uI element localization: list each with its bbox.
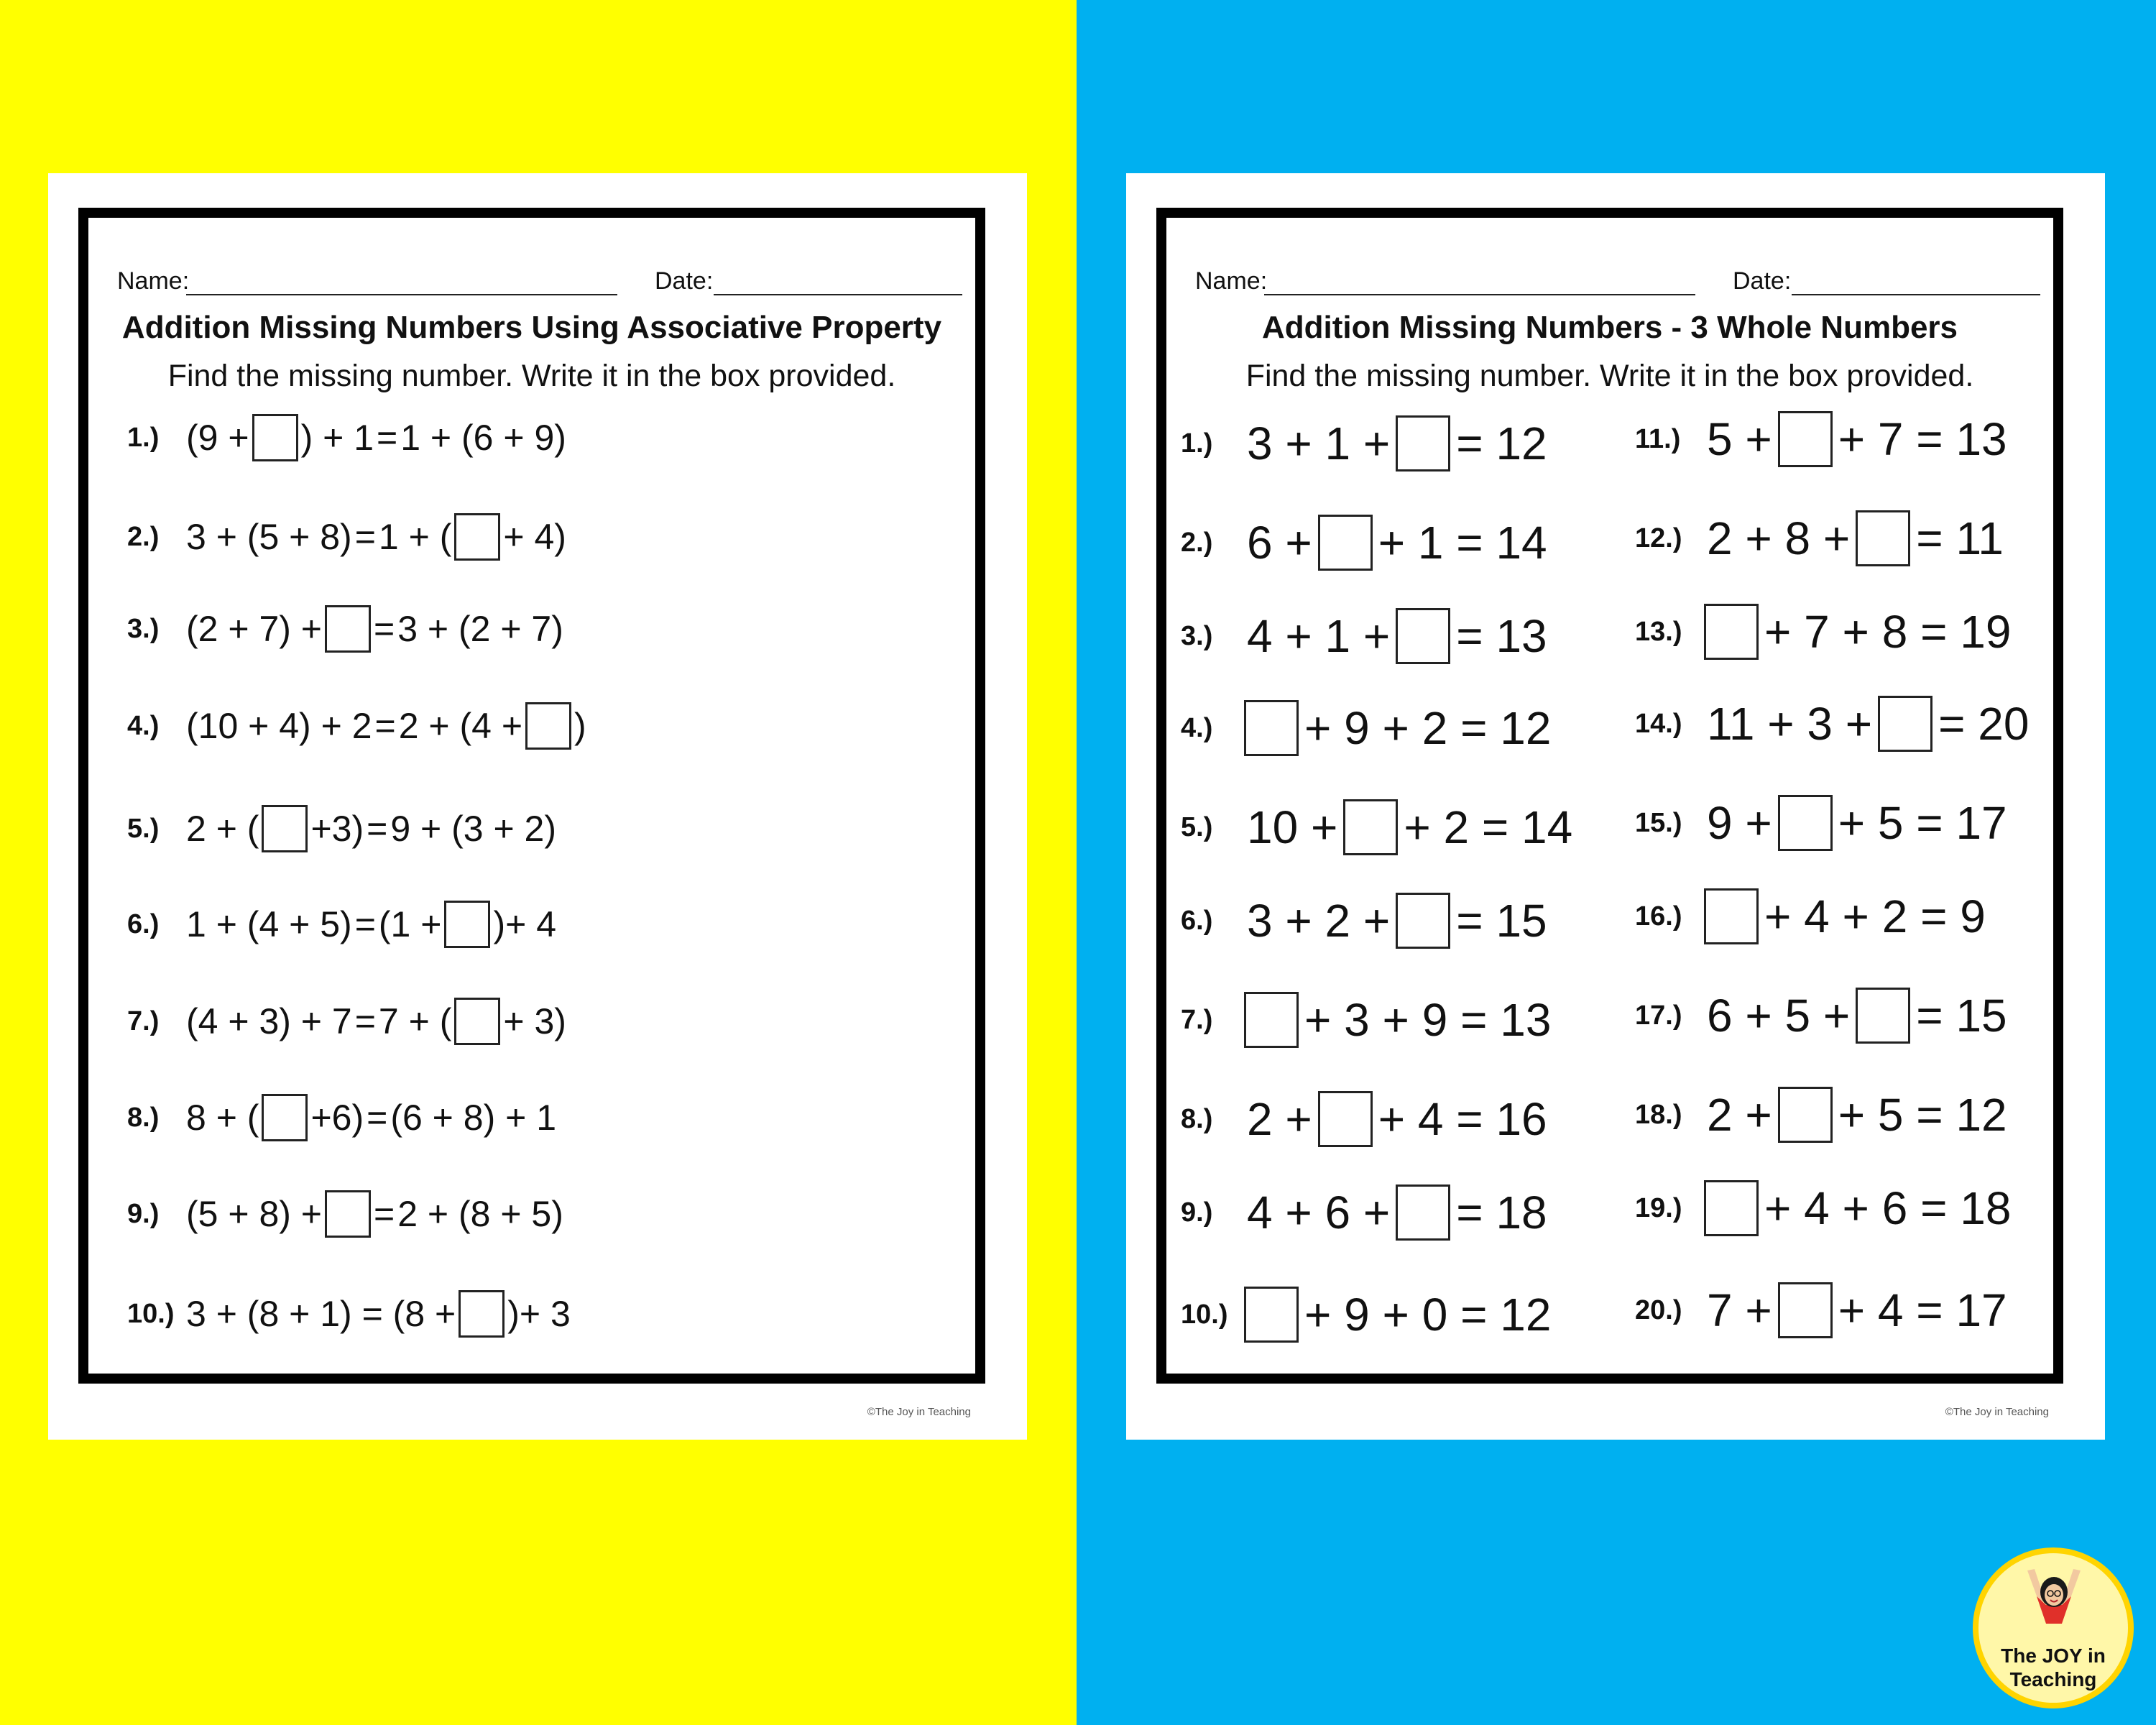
equation	[1243, 515, 1552, 571]
equation	[1703, 604, 2015, 660]
equation-term: = 12	[1456, 418, 1547, 469]
problem-number: 4.)	[127, 710, 160, 741]
equation-term: )+ 3	[507, 1294, 571, 1334]
equation-term: (6 + 8) + 1	[390, 1098, 557, 1138]
equation	[1243, 700, 1555, 756]
problem-number: 12.)	[1635, 523, 1682, 553]
answer-box[interactable]	[262, 805, 308, 852]
equation	[185, 1094, 558, 1141]
problem-row	[1181, 991, 1555, 1049]
answer-box[interactable]	[1878, 696, 1932, 752]
problem-row	[127, 896, 558, 953]
equation-term: + 7 = 13	[1838, 413, 2007, 465]
equation-term: 3 + 1 +	[1247, 418, 1391, 469]
problem-row	[127, 697, 588, 755]
answer-box[interactable]	[1704, 1180, 1759, 1236]
equation-term: 1 + (4 + 5)	[186, 904, 352, 944]
equation	[1703, 1282, 2012, 1338]
equation-term: + 4 = 17	[1838, 1284, 2007, 1336]
answer-box[interactable]	[1778, 1087, 1833, 1143]
problem-row	[1635, 794, 2012, 852]
teacher-cheering-icon	[2014, 1568, 2093, 1647]
equation-term: +3)	[310, 809, 364, 849]
equation-term: 2 + (4 +	[398, 706, 523, 746]
equation-term: 3 + (5 + 8)	[186, 517, 352, 557]
equation-term: 9 +	[1707, 797, 1772, 849]
problem-row	[1635, 987, 2012, 1044]
problem-number: 7.)	[1181, 1004, 1213, 1035]
problem-row	[1635, 888, 1990, 945]
problem-row	[1181, 1286, 1555, 1343]
problem-number: 16.)	[1635, 901, 1682, 932]
equation-term: =	[374, 609, 395, 649]
problem-number: 5.)	[127, 813, 160, 844]
name-label: Name:	[117, 267, 190, 295]
equation-term: )	[574, 706, 586, 746]
answer-box[interactable]	[459, 1290, 505, 1338]
equation	[1703, 510, 2008, 566]
equation-term: =	[374, 706, 396, 746]
answer-box[interactable]	[325, 1190, 371, 1238]
answer-box[interactable]	[1778, 795, 1833, 851]
logo-wordmark	[1978, 1644, 2128, 1691]
problem-number: 2.)	[127, 521, 160, 552]
problem-row	[127, 1285, 572, 1343]
problem-row	[1635, 603, 2015, 661]
date-label: Date:	[1733, 267, 1792, 295]
equation-term: 3 + (8 + 1) = (8 +	[186, 1294, 456, 1334]
equation	[1703, 795, 2012, 851]
equation	[1243, 1287, 1555, 1343]
name-label: Name:	[1195, 267, 1268, 295]
equation	[185, 805, 558, 852]
equation-term: (9 +	[186, 418, 249, 458]
equation-term: =	[377, 418, 398, 458]
worksheet-three-whole-numbers	[1126, 173, 2105, 1440]
equation-term: = 20	[1938, 698, 2030, 750]
equation	[185, 1290, 572, 1338]
problem-number: 8.)	[127, 1102, 160, 1133]
answer-box[interactable]	[1244, 1287, 1299, 1343]
problem-number: 7.)	[127, 1006, 160, 1036]
problem-row	[1635, 695, 2033, 753]
date-field-line[interactable]	[714, 294, 962, 295]
answer-box[interactable]	[444, 901, 490, 948]
equation-term: 2 + 8 +	[1707, 512, 1851, 564]
equation	[1243, 415, 1552, 472]
answer-box[interactable]	[325, 605, 371, 653]
equation	[1243, 992, 1555, 1048]
equation	[185, 605, 565, 653]
problem-row	[127, 600, 565, 658]
problem-row	[1181, 1090, 1552, 1148]
equation-term: 1 + (	[378, 517, 452, 557]
equation-term: )+ 4	[493, 904, 557, 944]
problem-row	[127, 800, 558, 857]
problem-number: 17.)	[1635, 1000, 1682, 1031]
name-field-line[interactable]	[186, 294, 617, 295]
answer-box[interactable]	[262, 1094, 308, 1141]
equation	[1703, 696, 2033, 752]
problem-row	[127, 409, 568, 466]
equation-term: + 5 = 17	[1838, 797, 2007, 849]
answer-box[interactable]	[1856, 510, 1910, 566]
problem-row	[1181, 799, 1577, 856]
problem-row	[1181, 415, 1552, 472]
equation-term: + 3)	[503, 1001, 566, 1041]
equation	[1703, 888, 1990, 944]
equation-term: =	[354, 517, 376, 557]
problem-row	[1635, 1179, 2015, 1237]
problem-number: 9.)	[127, 1198, 160, 1229]
problem-number: 10.)	[127, 1298, 175, 1329]
equation-term: + 2 = 14	[1404, 801, 1573, 853]
equation-term: =	[367, 1098, 388, 1138]
answer-box[interactable]	[1318, 515, 1373, 571]
answer-box[interactable]	[1396, 415, 1450, 472]
answer-box[interactable]	[252, 414, 298, 461]
equation-term: 2 +	[1707, 1089, 1772, 1141]
equation-term: 4 + 1 +	[1247, 610, 1391, 662]
date-field-line[interactable]	[1792, 294, 2040, 295]
equation-term: + 9 + 2 = 12	[1304, 702, 1552, 754]
problem-number: 1.)	[127, 422, 160, 453]
equation-term: + 5 = 12	[1838, 1089, 2007, 1141]
problem-row	[1181, 1184, 1552, 1241]
worksheet-instructions: Find the missing number. Write it in the box provided.	[167, 359, 896, 393]
equation-term: =	[354, 1001, 376, 1041]
problem-number: 18.)	[1635, 1099, 1682, 1130]
worksheet-instructions: Find the missing number. Write it in the box provided.	[1245, 359, 1974, 393]
equation-term: + 9 + 0 = 12	[1304, 1289, 1552, 1340]
problem-row	[1635, 1086, 2012, 1144]
problem-number: 19.)	[1635, 1192, 1682, 1223]
equation-term: = 15	[1456, 895, 1547, 947]
worksheet-title: Addition Missing Numbers - 3 Whole Numbers	[1261, 310, 1958, 345]
problem-row	[127, 993, 568, 1050]
answer-box[interactable]	[1244, 992, 1299, 1048]
equation-term: +6)	[310, 1098, 364, 1138]
equation-term: + 4)	[503, 517, 566, 557]
equation-term: + 4 = 16	[1378, 1093, 1547, 1145]
equation-term: =	[367, 809, 388, 849]
problem-number: 3.)	[127, 613, 160, 644]
answer-box[interactable]	[1396, 608, 1450, 664]
equation-term: + 1 = 14	[1378, 517, 1547, 569]
equation	[1243, 799, 1577, 855]
equation-term: 3 + (2 + 7)	[397, 609, 563, 649]
equation-term: + 4 + 6 = 18	[1764, 1182, 2012, 1234]
equation	[1243, 608, 1552, 664]
equation-term: (10 + 4) + 2	[186, 706, 372, 746]
answer-box[interactable]	[1778, 411, 1833, 467]
answer-box[interactable]	[1318, 1091, 1373, 1147]
equation	[1703, 1180, 2015, 1236]
problem-number: 11.)	[1635, 423, 1681, 454]
answer-box[interactable]	[454, 998, 500, 1045]
equation-term: 2 + (	[186, 809, 259, 849]
answer-box[interactable]	[1778, 1282, 1833, 1338]
problem-number: 6.)	[127, 908, 160, 939]
equation-term: 9 + (3 + 2)	[390, 809, 557, 849]
problem-row	[1181, 699, 1555, 757]
equation-term: =	[354, 904, 376, 944]
equation	[185, 513, 568, 561]
answer-box[interactable]	[1396, 1184, 1450, 1241]
equation-term: = 15	[1916, 990, 2007, 1041]
problem-number: 9.)	[1181, 1197, 1213, 1228]
name-field-line[interactable]	[1264, 294, 1695, 295]
equation	[185, 414, 568, 461]
equation	[1243, 1091, 1552, 1147]
problem-row	[127, 1089, 558, 1146]
equation	[1243, 893, 1552, 949]
answer-box[interactable]	[1343, 799, 1398, 855]
equation-term: 3 + 2 +	[1247, 895, 1391, 947]
copyright-notice: ©The Joy in Teaching	[1945, 1406, 2049, 1418]
equation-term: 7 +	[1707, 1284, 1772, 1336]
equation-term: (4 + 3) + 7	[186, 1001, 352, 1041]
date-label: Date:	[655, 267, 714, 295]
problem-number: 13.)	[1635, 616, 1682, 647]
the-joy-in-teaching-logo	[1973, 1547, 2134, 1708]
equation-term: 8 + (	[186, 1098, 259, 1138]
problem-number: 6.)	[1181, 905, 1213, 936]
problem-row	[127, 508, 568, 566]
problem-number: 20.)	[1635, 1294, 1682, 1325]
equation-term: + 4 + 2 = 9	[1764, 891, 1986, 942]
equation-term: 7 + (	[378, 1001, 452, 1041]
problem-row	[1181, 607, 1552, 665]
equation-term: 2 + (8 + 5)	[397, 1194, 563, 1234]
problem-number: 4.)	[1181, 712, 1213, 743]
equation	[1703, 411, 2012, 467]
equation	[185, 901, 558, 948]
equation	[185, 998, 568, 1045]
problem-row	[1635, 1282, 2012, 1339]
equation-term: ) + 1	[300, 418, 374, 458]
answer-box[interactable]	[525, 702, 571, 750]
equation-term: 5 +	[1707, 413, 1772, 465]
equation-term: 6 + 5 +	[1707, 990, 1851, 1041]
answer-box[interactable]	[1704, 888, 1759, 944]
logo-line-1: The JOY in	[2001, 1644, 2106, 1667]
answer-box[interactable]	[454, 513, 500, 561]
problem-number: 1.)	[1181, 428, 1213, 459]
equation-term: (2 + 7) +	[186, 609, 322, 649]
worksheet-associative-property	[48, 173, 1027, 1440]
equation-term: 6 +	[1247, 517, 1312, 569]
equation-term: 2 +	[1247, 1093, 1312, 1145]
problem-number: 14.)	[1635, 708, 1682, 739]
copyright-notice: ©The Joy in Teaching	[867, 1406, 971, 1418]
equation-term: = 18	[1456, 1187, 1547, 1238]
answer-box[interactable]	[1396, 893, 1450, 949]
problem-row	[1635, 410, 2012, 468]
logo-line-2: Teaching	[2009, 1668, 2097, 1690]
worksheet-border	[78, 208, 985, 1384]
name-date-header	[1195, 264, 2024, 300]
equation-term: 4 + 6 +	[1247, 1187, 1391, 1238]
equation	[1703, 988, 2012, 1044]
equation	[1703, 1087, 2012, 1143]
worksheet-border	[1156, 208, 2063, 1384]
equation-term: + 3 + 9 = 13	[1304, 994, 1552, 1046]
problem-number: 3.)	[1181, 620, 1213, 651]
problem-row	[1181, 892, 1552, 949]
equation-term: 10 +	[1247, 801, 1338, 853]
equation-term: + 7 + 8 = 19	[1764, 606, 2012, 658]
equation-term: = 13	[1456, 610, 1547, 662]
answer-box[interactable]	[1244, 700, 1299, 756]
problem-row	[1635, 510, 2008, 567]
equation-term: 1 + (6 + 9)	[400, 418, 566, 458]
equation-term: (1 +	[378, 904, 442, 944]
problem-number: 15.)	[1635, 807, 1682, 838]
answer-box[interactable]	[1704, 604, 1759, 660]
equation	[185, 702, 588, 750]
problem-row	[127, 1185, 565, 1243]
equation-term: = 11	[1916, 512, 2004, 564]
problem-number: 8.)	[1181, 1103, 1213, 1134]
equation-term: 11 + 3 +	[1707, 698, 1873, 750]
problem-number: 10.)	[1181, 1299, 1228, 1330]
problem-row	[1181, 514, 1552, 571]
problem-number: 2.)	[1181, 527, 1213, 558]
equation	[185, 1190, 565, 1238]
equation-term: =	[374, 1194, 395, 1234]
equation-term: (5 + 8) +	[186, 1194, 322, 1234]
name-date-header	[117, 264, 946, 300]
answer-box[interactable]	[1856, 988, 1910, 1044]
worksheet-title: Addition Missing Numbers Using Associative Property	[121, 310, 942, 345]
equation	[1243, 1184, 1552, 1241]
problem-number: 5.)	[1181, 811, 1213, 842]
